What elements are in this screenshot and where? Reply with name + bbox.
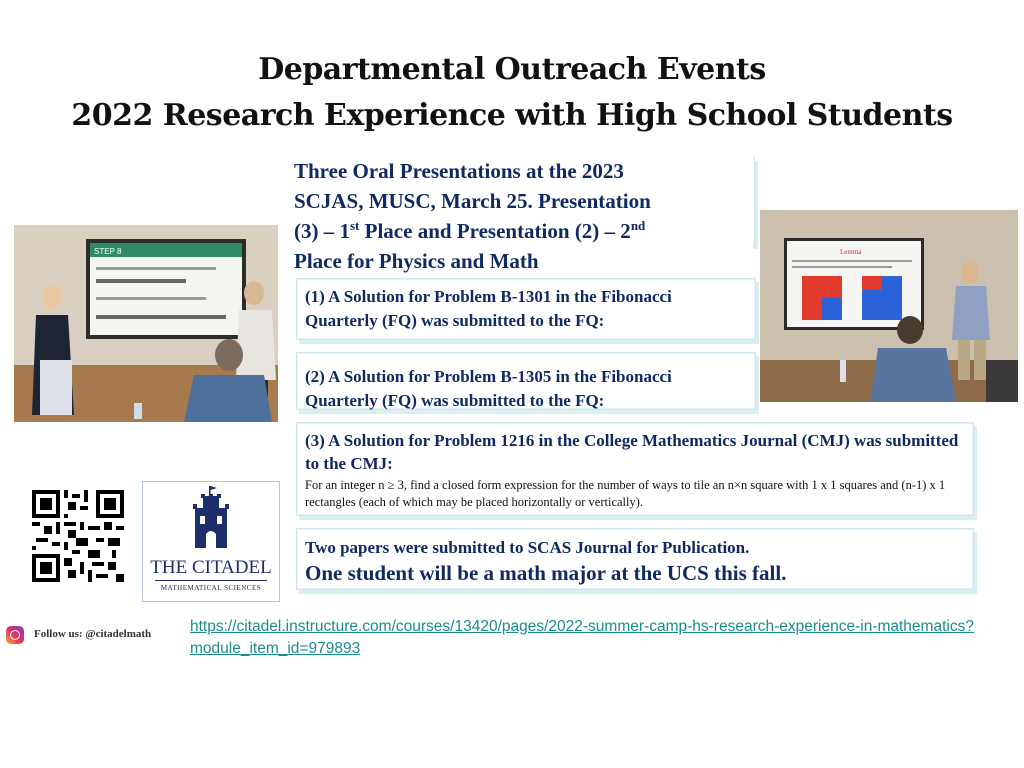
summary-line-emphasis: One student will be a math major at the UCS this fall.	[305, 561, 787, 585]
highlight-line: (3) – 1st Place and Presentation (2) – 2nd	[294, 218, 646, 243]
slide-heading: STEP 8	[94, 247, 122, 256]
course-page-link[interactable]: https://citadel.instructure.com/courses/13420/pages/2022-summer-camp-hs-research-experience-in-mathematics?module_item_id=979893	[190, 618, 974, 657]
page-title: Departmental Outreach Events	[258, 52, 766, 87]
qr-code[interactable]	[32, 490, 124, 582]
item-card-1	[296, 278, 756, 340]
problem-statement: For an integer n ≥ 3, find a closed form expression for the number of ways to tile an n×n square with 1 x 1 squares and (n-1) x 1 rectangles (each of which may be placed horizontally or vertically).	[305, 478, 946, 509]
logo-subtitle: MATHEMATICAL SCIENCES	[160, 584, 262, 592]
summary-card	[296, 528, 974, 590]
highlight-line: Place for Physics and Math	[294, 249, 539, 273]
citadel-logo	[142, 481, 280, 602]
highlight-line: SCJAS, MUSC, March 25. Presentation	[294, 189, 651, 213]
page-subtitle: 2022 Research Experience with High School Students	[71, 98, 953, 133]
summary-line: Two papers were submitted to SCAS Journal for Publication.	[305, 538, 750, 557]
presentations-highlight	[288, 154, 753, 273]
slide-heading: Lemma	[840, 248, 862, 256]
item-text: (2) A Solution for Problem B-1305 in the Fibonacci Quarterly (FQ) was submitted to the FQ:	[305, 367, 672, 410]
item-card-3	[296, 422, 974, 516]
item-text: (1) A Solution for Problem B-1301 in the Fibonacci Quarterly (FQ) was submitted to the FQ:	[305, 287, 672, 330]
photo-student-presentation	[14, 225, 278, 422]
logo-name: THE CITADEL	[150, 557, 272, 578]
highlight-line: Three Oral Presentations at the 2023	[294, 159, 624, 183]
item-card-2	[296, 352, 756, 410]
item-title: (3) A Solution for Problem 1216 in the College Mathematics Journal (CMJ) was submitted to the CMJ:	[305, 431, 959, 473]
logo-divider	[155, 580, 267, 581]
photo-student-lemma-talk	[760, 210, 1018, 402]
instagram-icon[interactable]	[6, 626, 24, 644]
follow-us-label: Follow us: @citadelmath	[34, 628, 152, 640]
